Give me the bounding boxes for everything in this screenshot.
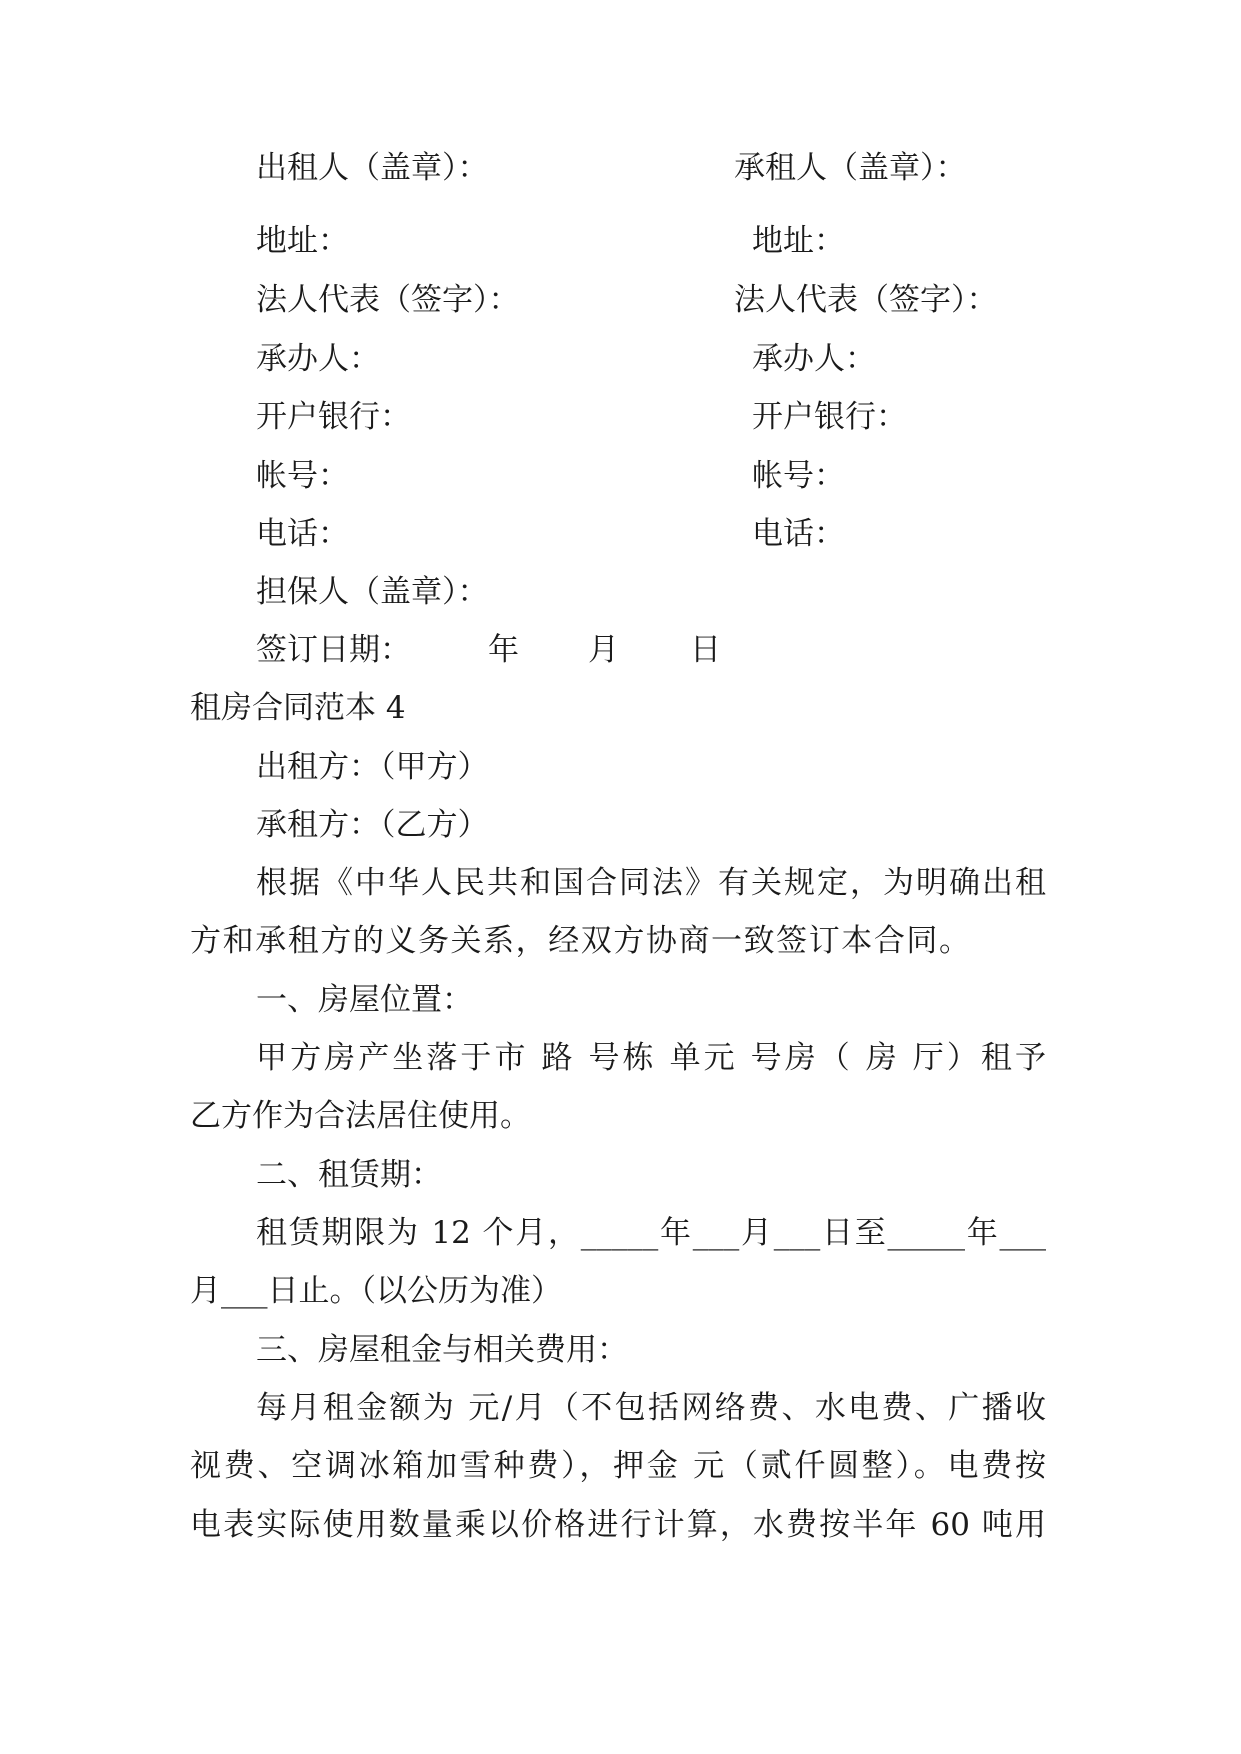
contract-title: 租房合同范本 4 (190, 690, 406, 726)
preamble-line-2: 方和承租方的义务关系，经双方协商一致签订本合同。 (190, 923, 970, 959)
lessee-legal-rep-label: 法人代表（签字）： (734, 282, 998, 318)
section-3-heading: 三、房屋租金与相关费用： (256, 1332, 628, 1368)
section-2-line-1: 租赁期限为 12 个月，_____年___月___日至_____年___ (256, 1215, 1046, 1251)
sign-date-month: 月 (588, 632, 619, 668)
lessee-account-label: 帐号： (752, 458, 845, 494)
lessee-seal-label: 承租人（盖章）： (734, 150, 967, 186)
lessee-handler-label: 承办人： (752, 341, 876, 377)
preamble-line-1: 根据《中华人民共和国合同法》有关规定，为明确出租 (256, 865, 1046, 901)
sign-date-day: 日 (690, 632, 721, 668)
sign-date-label: 签订日期： (256, 632, 411, 668)
lessor-account-label: 帐号： (256, 458, 349, 494)
lessor-phone-label: 电话： (256, 516, 349, 552)
section-2-heading: 二、租赁期： (256, 1157, 442, 1193)
lessor-bank-label: 开户银行： (256, 399, 411, 435)
lessor-seal-label: 出租人（盖章）： (256, 150, 489, 186)
section-2-line-2: 月___日止。（以公历为准） (190, 1273, 562, 1309)
section-3-line-2: 视费、空调冰箱加雪种费），押金 元（贰仟圆整）。电费按 (190, 1448, 1046, 1484)
lessee-address-label: 地址： (752, 223, 845, 259)
section-1-line-1: 甲方房产坐落于市 路 号栋 单元 号房（ 房 厅）租予 (256, 1040, 1046, 1076)
party-b-label: 承租方：（乙方） (256, 807, 489, 843)
lessee-bank-label: 开户银行： (752, 399, 907, 435)
lessee-phone-label: 电话： (752, 516, 845, 552)
sign-date-year: 年 (488, 632, 519, 668)
party-a-label: 出租方：（甲方） (256, 749, 489, 785)
section-3-line-3: 电表实际使用数量乘以价格进行计算，水费按半年 60 吨用 (190, 1507, 1046, 1543)
lessor-handler-label: 承办人： (256, 341, 380, 377)
section-1-heading: 一、房屋位置： (256, 982, 473, 1018)
section-3-line-1: 每月租金额为 元/月（不包括网络费、水电费、广播收 (256, 1390, 1046, 1426)
guarantor-seal-label: 担保人（盖章）： (256, 574, 489, 610)
section-1-line-2: 乙方作为合法居住使用。 (190, 1098, 531, 1134)
lessor-legal-rep-label: 法人代表（签字）： (256, 282, 520, 318)
lessor-address-label: 地址： (256, 223, 349, 259)
